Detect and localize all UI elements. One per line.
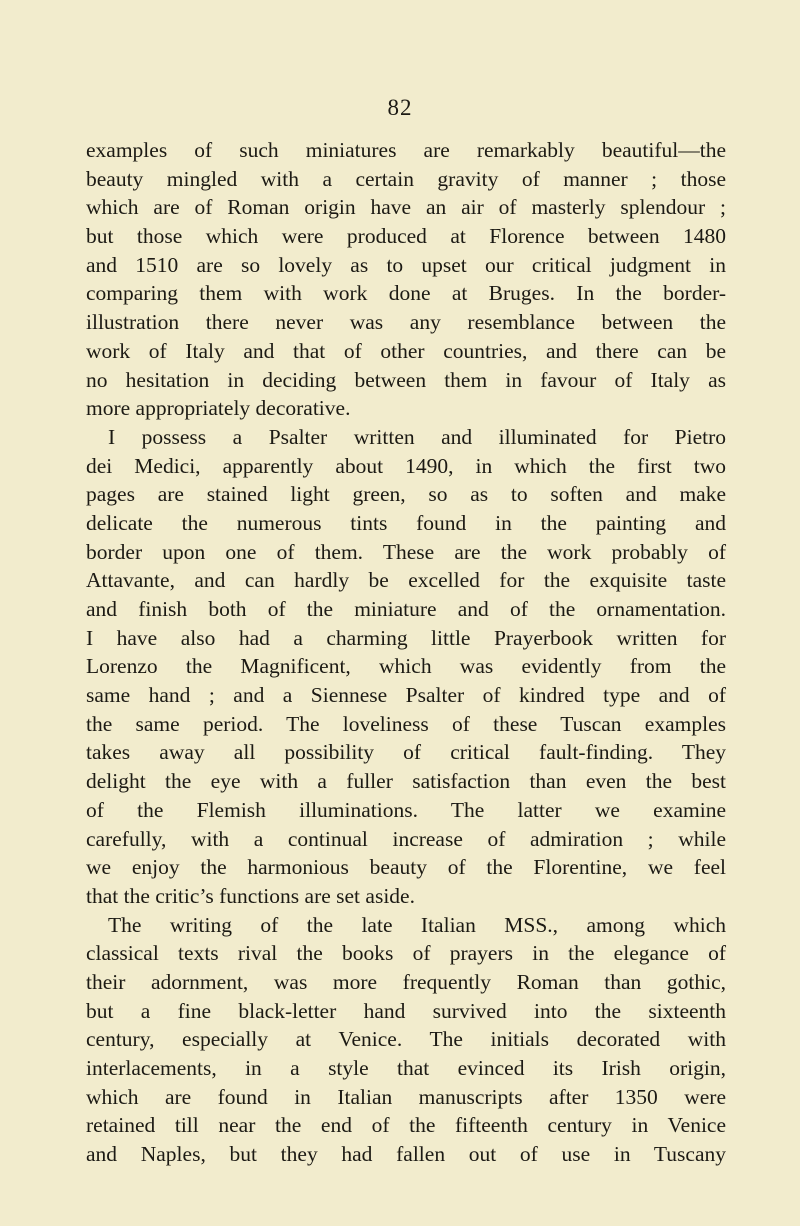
text-line: pages are stained light green, so as to soften and make [86,482,726,507]
text-line: Lorenzo the Magnificent, which was evidently from the [86,654,726,679]
text-line: classical texts rival the books of prayers in the elegance of [86,941,726,966]
text-line: work of Italy and that of other countries, and there can be [86,338,726,363]
text-line: comparing them with work done at Bruges. In the border- [86,281,726,306]
text-line: The writing of the late Italian MSS., among which [108,912,726,937]
text-line: takes away all possibility of critical fault-finding. They [86,740,726,765]
body-text [86,136,726,1169]
text-line: illustration there never was any resemblance between the [86,310,726,335]
text-line: century, especially at Venice. The initials decorated with [86,1027,726,1052]
text-line: examples of such miniatures are remarkably beautiful—the [86,138,726,162]
text-line: and finish both of the miniature and of the ornamentation. [86,597,726,621]
text-line: but a fine black-letter hand survived into the sixteenth [86,998,726,1023]
text-line: no hesitation in deciding between them in favour of Italy as [86,367,726,392]
text-line: but those which were produced at Florence between 1480 [86,224,726,249]
text-line: which are of Roman origin have an air of masterly splendour ; [86,195,726,220]
text-line: of the Flemish illuminations. The latter we examine [86,797,726,822]
text-line: retained till near the end of the fifteenth century in Venice [86,1113,726,1138]
text-line: dei Medici, apparently about 1490, in which the first two [86,453,726,478]
text-line: beauty mingled with a certain gravity of manner ; those [86,166,726,191]
text-line: I have also had a charming little Prayerbook written for [86,625,726,650]
text-line: border upon one of them. These are the work probably of [86,539,726,564]
text-line: same hand ; and a Siennese Psalter of kindred type and of [86,683,726,708]
text-line: the same period. The loveliness of these Tuscan examples [86,711,726,736]
text-line: and 1510 are so lovely as to upset our critical judgment in [86,252,726,277]
text-line: interlacements, in a style that evinced its Irish origin, [86,1056,726,1080]
text-line: their adornment, was more frequently Roman than gothic, [86,969,726,994]
text-line: delight the eye with a fuller satisfaction than even the best [86,769,726,794]
text-line: delicate the numerous tints found in the painting and [86,510,726,535]
page-number: 82 [387,95,413,120]
text-line: we enjoy the harmonious beauty of the Florentine, we feel [86,855,726,880]
text-line: more appropriately decorative. [86,396,351,421]
text-line: that the critic’s functions are set aside. [86,883,415,908]
text-line: I possess a Psalter written and illuminated for Pietro [108,424,726,449]
text-line: and Naples, but they had fallen out of use in Tuscany [86,1142,726,1167]
text-line: carefully, with a continual increase of admiration ; while [86,826,726,851]
text-line: which are found in Italian manuscripts after 1350 were [86,1084,726,1109]
text-line: Attavante, and can hardly be excelled for the exquisite taste [86,568,726,593]
